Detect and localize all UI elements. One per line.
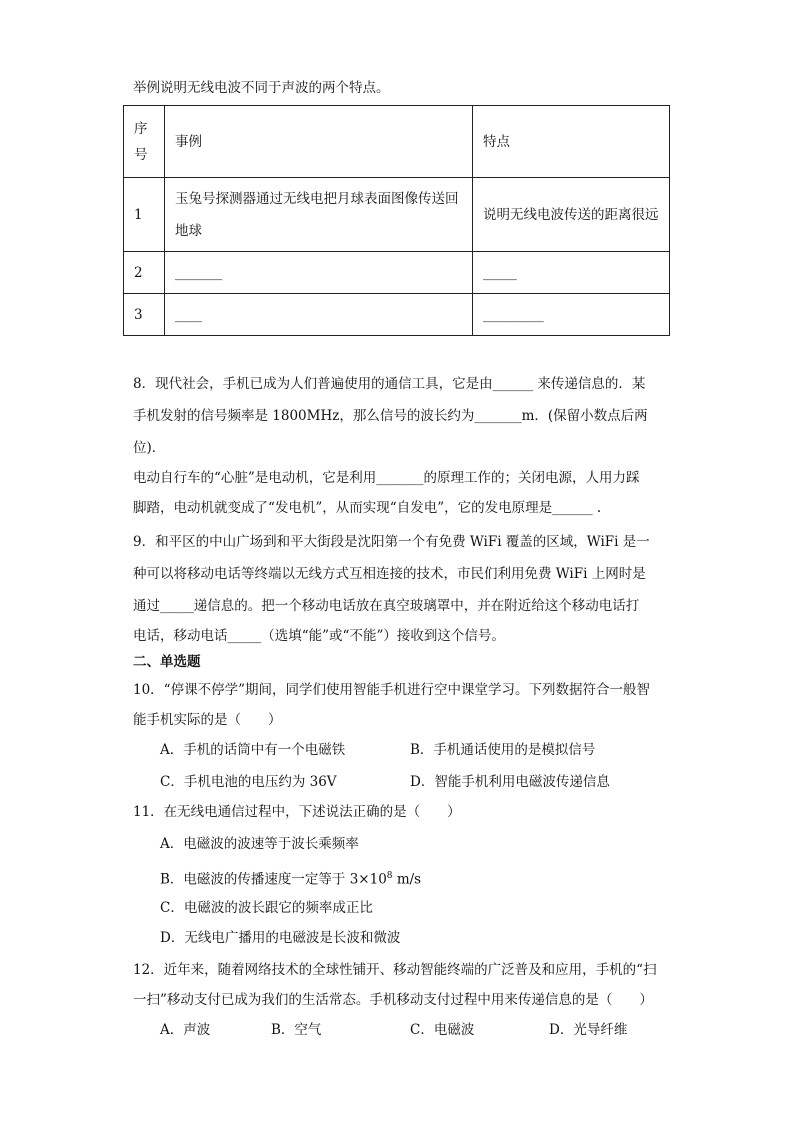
- q12-line2: 一扫”移动支付已成为我们的生活常态。手机移动支付过程中用来传递信息的是（ ）: [133, 992, 653, 1008]
- q12-option-b: B．空气: [271, 1022, 322, 1038]
- q12-option-a: A．声波: [160, 1022, 211, 1038]
- table-row: [124, 178, 670, 252]
- q8-line2: 手机发射的信号频率是 1800MHz，那么信号的波长约为_______m．(保留小数点后两: [133, 408, 648, 424]
- q10-line1: 10．“停课不停学”期间，同学们使用智能手机进行空中课堂学习。下列数据符合一般智: [133, 682, 650, 698]
- row2-example: _______: [165, 252, 473, 294]
- q12-option-c: C．电磁波: [410, 1022, 475, 1038]
- q11-stem: 11．在无线电通信过程中，下述说法正确的是（ ）: [133, 804, 461, 820]
- row1-feature: 说明无线电波传送的距离很远: [473, 178, 670, 252]
- row1-example: 玉兔号探测器通过无线电把月球表面图像传送回地球: [165, 178, 473, 252]
- q10-option-a: A．手机的话筒中有一个电磁铁: [160, 742, 346, 758]
- q8-line1: 8．现代社会，手机已成为人们普遍使用的通信工具，它是由______ 来传递信息的．某: [133, 376, 646, 392]
- row2-index: 2: [124, 252, 165, 294]
- q11-option-b-exponent: 8: [386, 871, 393, 881]
- q10-option-b: B．手机通话使用的是模拟信号: [410, 742, 596, 758]
- q11-option-a: A．电磁波的波速等于波长乘频率: [160, 836, 359, 852]
- q11-option-c: C．电磁波的波长跟它的频率成正比: [160, 900, 373, 916]
- row3-index: 3: [124, 294, 165, 336]
- q11-option-d: D．无线电广播用的电磁波是长波和微波: [160, 930, 401, 946]
- table-row: [124, 252, 670, 294]
- q10-option-c: C．手机电池的电压约为 36V: [160, 774, 337, 790]
- q12-line1: 12．近年来，随着网络技术的全球性铺开、移动智能终端的广泛普及和应用，手机的“扫: [133, 962, 657, 978]
- q9-line3: 通过_____递信息的。把一个移动电话放在真空玻璃罩中，并在附近给这个移动电话打: [133, 598, 640, 614]
- section-title: 二、单选题: [133, 654, 201, 670]
- q11-option-b-unit: m/s: [392, 871, 422, 888]
- q9-line2: 种可以将移动电话等终端以无线方式互相连接的技术，市民们利用免费 WiFi 上网时是: [133, 566, 646, 582]
- example-table: [123, 105, 670, 336]
- q10-line2: 能手机实际的是（ ）: [133, 712, 282, 728]
- header-index: 序号: [124, 106, 165, 178]
- row3-feature: _________: [473, 294, 670, 336]
- header-example: 事例: [165, 106, 473, 178]
- table-row: [124, 294, 670, 336]
- q8-line3: 位)．: [133, 440, 166, 456]
- header-feature: 特点: [473, 106, 670, 178]
- q9-line4: 电话，移动电话_____（选填“能”或“不能”）接收到这个信号。: [133, 628, 505, 644]
- q9-line1: 9．和平区的中山广场到和平大街段是沈阳第一个有免费 WiFi 覆盖的区域，WiFi 是一: [133, 534, 650, 550]
- q11-option-b: [160, 866, 421, 890]
- row3-example: ____: [165, 294, 473, 336]
- motor-line2: 脚踏，电动机就变成了“发电机”，从而实现“自发电”，它的发电原理是______ .: [133, 500, 602, 516]
- table-header-row: [124, 106, 670, 178]
- intro-text: 举例说明无线电波不同于声波的两个特点。: [133, 80, 390, 96]
- q10-option-d: D．智能手机利用电磁波传递信息: [410, 774, 610, 790]
- motor-line1: 电动自行车的“心脏”是电动机，它是利用_______的原理工作的；关闭电源，人用力踩: [133, 470, 640, 486]
- row2-feature: _____: [473, 252, 670, 294]
- q12-option-d: D．光导纤维: [549, 1022, 628, 1038]
- row1-index: 1: [124, 178, 165, 252]
- q11-option-b-text: B．电磁波的传播速度一定等于 3×10: [160, 871, 387, 888]
